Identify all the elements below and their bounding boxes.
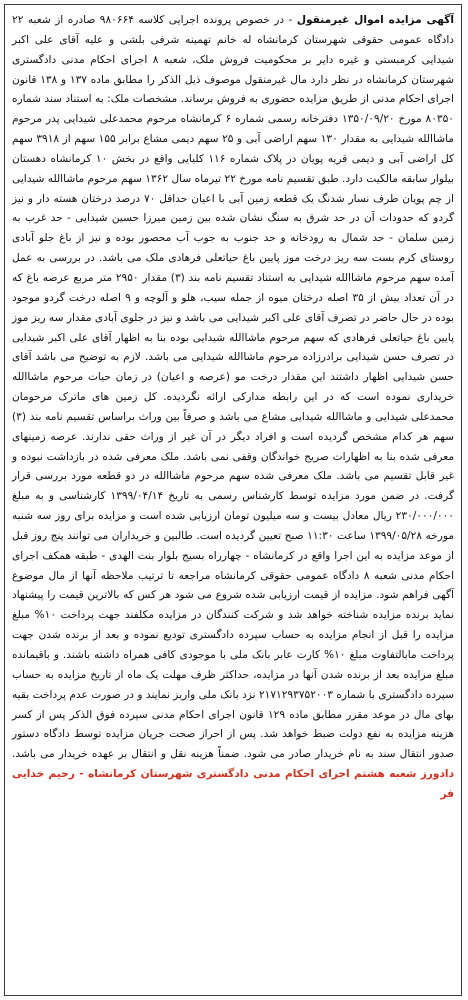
legal-auction-notice: آگهی مزایده اموال غیرمنقول - در خصوص پرونده اجرایی کلاسه ۹۸۰۶۶۴ صادره از شعبه ۲۲ دادگاه عمومی حقوقی شهرستان کرمانشاه له خانم تهمینه شرفی بلشی و علیه آقای علی اکبر شیدایی کرمبستی و غیره دایر بر محکومیت فروش ملک، شعبه ۸ اجرای احکام مدنی دادگستری شهرستان کرمانشاه در نظر دارد مال غیرمنقول موصوف ذیل الذکر را مطابق ماده ۱۳۷ و ۱۳۸ قانون اجرای احکام مدنی از طریق مزایده حضوری به فروش برساند. مشخصات ملک: به استناد سند شماره ۸۰۳۵۰ مورخ ۱۳۵۰/۰۹/۲۰ دفترخانه رسمی شماره ۶ کرمانشاه مرحوم محمدعلی شیدایی پدر مرحوم ماشاالله شیدایی به مقدار ۱۳۰ سهم اراضی آبی و ۲۵ سهم دیمی مشاع برابر ۱۵۵ سهم از ۳۹۱۸ سهم کل اراضی آبی و دیمی قریه پویان در پلاک شماره ۱۱۶ کلیایی واقع در بخش ۱۰ کرمانشاه دهستان بیلوار سابقه مالکیت دارد. طبق تقسیم نامه مورخ ۲۲ تیرماه سال ۱۳۶۲ سهم مرحوم ماشاالله شیدایی از چم پویان طرف نسار شدنگ یک قطعه زمین آبی با اعیان حداقل ۷۰ درصد درختان هسته دار و نیز گردو که حدودات آن در حد شرق به سنگ نشان شده بین زمین میرزا حسین شیدایی - حد غرب به زمین سلمان - حد شمال به رودخانه و حد جنوب به جوب آب محصور بوده و نیز از باغ جلو آبادی روستای کرم بست سه ریز درخت موز پایین باغ حیاتعلی فرهادی ملک می باشد. در بررسی به عمل آمده سهم مرحوم ماشاالله شیدایی به استناد تقسیم نامه بند (۳) مقدار ۲۹۵۰ متر مربع عرصه باغ که در آن تعداد بیش از ۳۵ اصله درختان میوه از جمله سیب، هلو و آلوچه و ۹ اصله درخت گردو موجود بوده در حال حاضر در تصرف آقای علی اکبر شیدایی می باشد و نیز در جلوی آبادی مقدار سه ریز موز پایین باغ حیاتعلی فرهادی که سهم مرحوم ماشاالله شیدایی بوده بنا به اظهار آقای علی اکبر شیدایی در تصرف حسن شیدایی برادرزاده مرحوم ماشاالله شیدایی می باشد. لازم به توضیح می باشد آقای حسن شیدایی اظهار داشتند این مقدار درخت مو (عرصه و اعیان) در زمان حیات مرحوم ماشاالله خریداری نموده است که در این رابطه مدارکی ارائه نگردیده. کل زمین های ماترک مرحومان محمدعلی شیدایی و ماشاالله شیدایی مشاع می باشد و صرفاً بین وراث براساس تقسیم نامه بند (۳) سهم هر کدام مشخص گردیده است و افراد دیگر در آن غیر از وراث حقی ندارند. عرصه زمینهای معرفی شده بنا به اظهارات صریح خواندگان وقفی نمی باشد. ملک معرفی شده در بازداشت نبوده و غیر قابل تقسیم می باشد. ملک معرفی شده سهم مرحوم ماشاالله در دو قطعه مورد بررسی قرار گرفت. در ضمن مورد مزایده توسط کارشناس رسمی به تاریخ ۱۳۹۹/۰۴/۱۴ کارشناسی و به مبلغ ۲۳۰/۰۰۰/۰۰۰ ریال معادل بیست و سه میلیون تومان ارزیابی شده است و مزایده برای روز سه شنبه مورخه ۱۳۹۹/۰۵/۲۸ ساعت ۱۱:۳۰ صبح تعیین گردیده است. طالبین و خریداران می توانند پنج روز قبل از موعد مزایده به این اجرا واقع در کرمانشاه - چهارراه بسیج بلوار بنت الهدی - طبقه همکف اجرای احکام مدنی شعبه ۸ دادگاه عمومی حقوقی کرمانشاه مراجعه تا ترتیب ملاحظه آنها از مال موضوع آگهی فراهم شود. مزایده از قیمت ارزیابی شده شروع می شود هر کس که بالاترین قیمت را پیشنهاد نماید برنده مزایده شناخته خواهد شد و شرکت کنندگان در مزایده مکلفند جهت پرداخت ۱۰% مبلغ مزایده را قبل از انجام مزایده به حساب سپرده دادگستری تودیع نموده و بعد از برنده شدن جهت پرداخت مابالتفاوت مبلغ ۱۰% کارت عابر بانک ملی با موجودی کافی همراه داشته باشند. و باقیمانده مبلغ مزایده بعد از برنده شدن آنها در مزایده، حداکثر ظرف مهلت یک ماه از تاریخ مزایده به حساب سپرده دادگستری با شماره ۲۱۷۱۲۹۳۷۵۲۰۰۳ نزد بانک ملی واریز نمایند و در صورت عدم پرداخت بقیه بهای مال در موعد مقرر مطابق ماده ۱۲۹ قانون اجرای احکام مدنی سپرده فوق الذکر پس از کسر هزینه مزایده به نفع دولت ضبط خواهد شد. پس از احراز صحت جریان مزایده توسط دادگاه دستور صدور انتقال سند به نام خریدار صادر می شود. ضمناً هزینه نقل و انتقال بر عهده خریدار می باشد. دادورز شعبه هشتم اجرای احکام مدنی دادگستری شهرستان کرمانشاه - رحیم خدایی فر <box>4 4 462 996</box>
notice-signature: دادورز شعبه هشتم اجرای احکام مدنی دادگستری شهرستان کرمانشاه - رحیم خدایی فر <box>12 768 454 800</box>
notice-body: در خصوص پرونده اجرایی کلاسه ۹۸۰۶۶۴ صادره از شعبه ۲۲ دادگاه عمومی حقوقی شهرستان کرمانشاه له خانم تهمینه شرفی بلشی و علیه آقای علی اکبر شیدایی کرمبستی و غیره دایر بر محکومیت فروش ملک، شعبه ۸ اجرای احکام مدنی دادگستری شهرستان کرمانشاه در نظر دارد مال غیرمنقول موصوف ذیل الذکر را مطابق ماده ۱۳۷ و ۱۳۸ قانون اجرای احکام مدنی از طریق مزایده حضوری به فروش برساند. مشخصات ملک: به استناد سند شماره ۸۰۳۵۰ مورخ ۱۳۵۰/۰۹/۲۰ دفترخانه رسمی شماره ۶ کرمانشاه مرحوم محمدعلی شیدایی پدر مرحوم ماشاالله شیدایی به مقدار ۱۳۰ سهم اراضی آبی و ۲۵ سهم دیمی مشاع برابر ۱۵۵ سهم از ۳۹۱۸ سهم کل اراضی آبی و دیمی قریه پویان در پلاک شماره ۱۱۶ کلیایی واقع در بخش ۱۰ کرمانشاه دهستان بیلوار سابقه مالکیت دارد. طبق تقسیم نامه مورخ ۲۲ تیرماه سال ۱۳۶۲ سهم مرحوم ماشاالله شیدایی از چم پویان طرف نسار شدنگ یک قطعه زمین آبی با اعیان حداقل ۷۰ درصد درختان هسته دار و نیز گردو که حدودات آن در حد شرق به سنگ نشان شده بین زمین میرزا حسین شیدایی - حد غرب به زمین سلمان - حد شمال به رودخانه و حد جنوب به جوب آب محصور بوده و نیز از باغ جلو آبادی روستای کرم بست سه ریز درخت موز پایین باغ حیاتعلی فرهادی ملک می باشد. در بررسی به عمل آمده سهم مرحوم ماشاالله شیدایی به استناد تقسیم نامه بند (۳) مقدار ۲۹۵۰ متر مربع عرصه باغ که در آن تعداد بیش از ۳۵ اصله درختان میوه از جمله سیب، هلو و آلوچه و ۹ اصله درخت گردو موجود بوده در حال حاضر در تصرف آقای علی اکبر شیدایی می باشد و نیز در جلوی آبادی مقدار سه ریز موز پایین باغ حیاتعلی فرهادی که سهم مرحوم ماشاالله شیدایی بوده بنا به اظهار آقای علی اکبر شیدایی در تصرف حسن شیدایی برادرزاده مرحوم ماشاالله شیدایی می باشد. لازم به توضیح می باشد آقای حسن شیدایی اظهار داشتند این مقدار درخت مو (عرصه و اعیان) در زمان حیات مرحوم ماشاالله خریداری نموده است که در این رابطه مدارکی ارائه نگردیده. کل زمین های ماترک مرحومان محمدعلی شیدایی و ماشاالله شیدایی مشاع می باشد و صرفاً بین وراث براساس تقسیم نامه بند (۳) سهم هر کدام مشخص گردیده است و افراد دیگر در آن غیر از وراث حقی ندارند. عرصه زمینهای معرفی شده بنا به اظهارات صریح خواندگان وقفی نمی باشد. ملک معرفی شده در بازداشت نبوده و غیر قابل تقسیم می باشد. ملک معرفی شده سهم مرحوم ماشاالله در دو قطعه مورد بررسی قرار گرفت. در ضمن مورد مزایده توسط کارشناس رسمی به تاریخ ۱۳۹۹/۰۴/۱۴ کارشناسی و به مبلغ ۲۳۰/۰۰۰/۰۰۰ ریال معادل بیست و سه میلیون تومان ارزیابی شده است و مزایده برای روز سه شنبه مورخه ۱۳۹۹/۰۵/۲۸ ساعت ۱۱:۳۰ صبح تعیین گردیده است. طالبین و خریداران می توانند پنج روز قبل از موعد مزایده به این اجرا واقع در کرمانشاه - چهارراه بسیج بلوار بنت الهدی - طبقه همکف اجرای احکام مدنی شعبه ۸ دادگاه عمومی حقوقی کرمانشاه مراجعه تا ترتیب ملاحظه آنها از مال موضوع آگهی فراهم شود. مزایده از قیمت ارزیابی شده شروع می شود هر کس که بالاترین قیمت را پیشنهاد نماید برنده مزایده شناخته خواهد شد و شرکت کنندگان در مزایده مکلفند جهت پرداخت ۱۰% مبلغ مزایده را قبل از انجام مزایده به حساب سپرده دادگستری تودیع نموده و بعد از برنده شدن جهت پرداخت مابالتفاوت مبلغ ۱۰% کارت عابر بانک ملی با موجودی کافی همراه داشته باشند. و باقیمانده مبلغ مزایده بعد از برنده شدن آنها در مزایده، حداکثر ظرف مهلت یک ماه از تاریخ مزایده به حساب سپرده دادگستری با شماره ۲۱۷۱۲۹۳۷۵۲۰۰۳ نزد بانک ملی واریز نمایند و در صورت عدم پرداخت بقیه بهای مال در موعد مقرر مطابق ماده ۱۲۹ قانون اجرای احکام مدنی سپرده فوق الذکر پس از کسر هزینه مزایده به نفع دولت ضبط خواهد شد. پس از احراز صحت جریان مزایده توسط دادگاه دستور صدور انتقال سند به نام خریدار صادر می شود. ضمناً هزینه نقل و انتقال بر عهده خریدار می باشد. <box>12 14 455 761</box>
notice-title: آگهی مزایده اموال غیرمنقول <box>296 14 454 26</box>
